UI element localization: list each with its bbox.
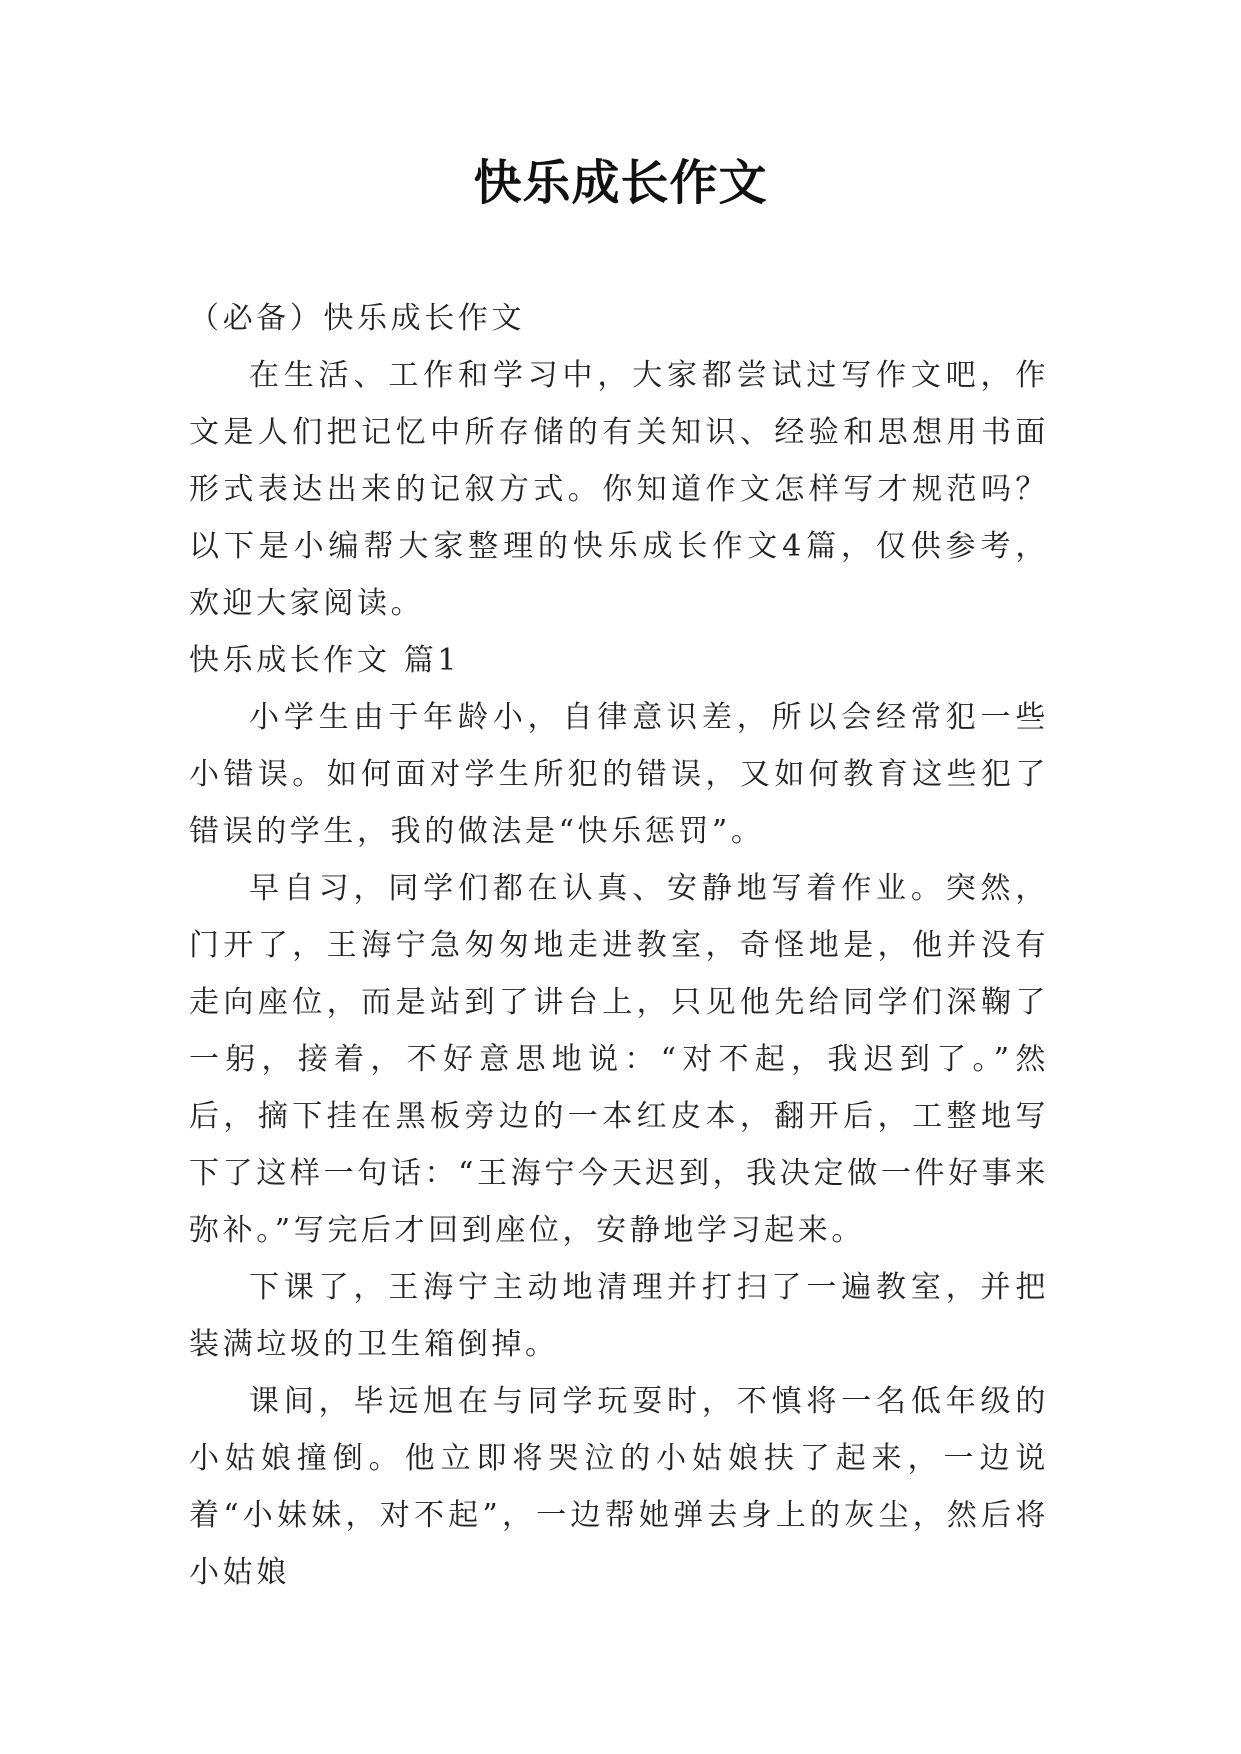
section-heading: 快乐成长作文 篇1 bbox=[189, 643, 461, 678]
document-subtitle: （必备）快乐成长作文 bbox=[189, 301, 525, 336]
document-body bbox=[189, 290, 1049, 1601]
body-paragraph: 早自习，同学们都在认真、安静地写着作业。突然，门开了，王海宁急匆匆地走进教室，奇怪地是，他并没有走向座位，而是站到了讲台上，只见他先给同学们深鞠了一躬，接着，不好意思地说：“对不起，我迟到了。”然后，摘下挂在黑板旁边的一本红皮本，翻开后，工整地写下了这样一句话：“王海宁今天迟到，我决定做一件好事来弥补。”写完后才回到座位，安静地学习起来。 bbox=[189, 871, 1049, 1248]
body-paragraph: 课间，毕远旭在与同学玩耍时，不慎将一名低年级的小姑娘撞倒。他立即将哭泣的小姑娘扶了起来，一边说着“小妹妹，对不起”，一边帮她弹去身上的灰尘，然后将小姑娘 bbox=[189, 1384, 1049, 1590]
document-title: 快乐成长作文 bbox=[473, 155, 768, 211]
body-paragraph: 下课了，王海宁主动地清理并打扫了一遍教室，并把装满垃圾的卫生箱倒掉。 bbox=[189, 1270, 1049, 1362]
body-paragraph: 小学生由于年龄小，自律意识差，所以会经常犯一些小错误。如何面对学生所犯的错误，又如何教育这些犯了错误的学生，我的做法是“快乐惩罚”。 bbox=[189, 700, 1049, 849]
intro-paragraph: 在生活、工作和学习中，大家都尝试过写作文吧，作文是人们把记忆中所存储的有关知识、经验和思想用书面形式表达出来的记叙方式。你知道作文怎样写才规范吗？以下是小编帮大家整理的快乐成长作文4篇，仅供参考，欢迎大家阅读。 bbox=[189, 358, 1049, 621]
